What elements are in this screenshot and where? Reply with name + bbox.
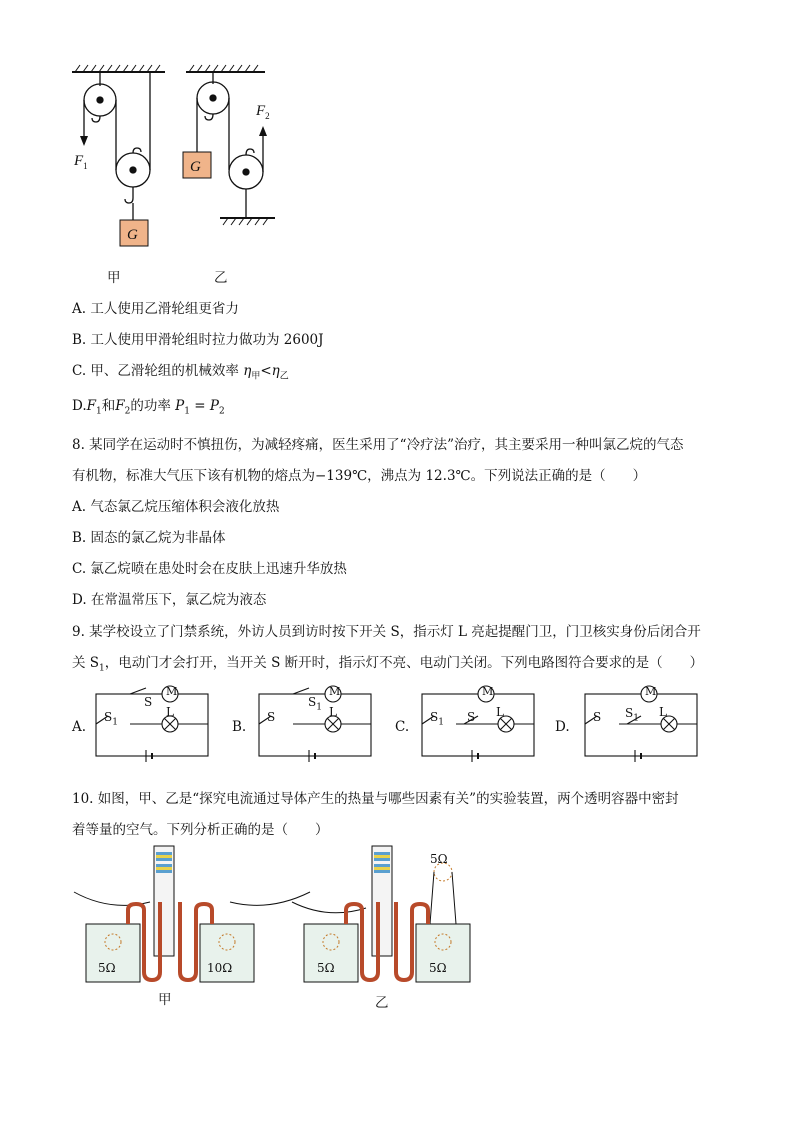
lamp-label-a: L bbox=[166, 705, 174, 719]
caption-fig-b: 乙 bbox=[375, 995, 389, 1011]
resistor-label-b-left: 5Ω bbox=[317, 961, 335, 975]
q7-option-b: B. 工人使用甲滑轮组时拉力做功为 2600J bbox=[72, 332, 324, 348]
motor-label-c: M bbox=[482, 685, 494, 698]
switch-s1-label-a: $S_1$ bbox=[104, 710, 118, 728]
q8-stem-line1: 8. 某同学在运动时不慎扭伤，为减轻疼痛，医生采用了“冷疗法”治疗，其主要采用一种叫氯乙烷的气态 bbox=[72, 437, 684, 453]
q7-option-d: $D.F_1$和$F_2$的功率 $P_1 = P_2$ bbox=[72, 398, 225, 417]
resistor-label-a-left: 5Ω bbox=[98, 961, 116, 975]
q8-option-b: B. 固态的氯乙烷为非晶体 bbox=[72, 530, 226, 546]
switch-s-label-d: S bbox=[593, 710, 602, 724]
circuit-c-label: C. bbox=[395, 719, 410, 735]
switch-s1-label-c: $S_1$ bbox=[430, 710, 444, 728]
circuit-diagrams bbox=[90, 678, 740, 770]
q7-option-c: C. 甲、乙滑轮组的机械效率 $\eta_甲<\eta_乙$ bbox=[72, 363, 289, 382]
q8-stem-line2: 有机物，标准大气压下该有机物的熔点为−139℃，沸点为 12.3℃。下列说法正确的是（ ） bbox=[72, 468, 647, 484]
motor-label-a: M bbox=[166, 685, 178, 698]
pulley-figure bbox=[60, 60, 300, 290]
caption-yi: 乙 bbox=[214, 270, 228, 286]
weight-label-a: G bbox=[127, 227, 138, 243]
q7-option-a: A. 工人使用乙滑轮组更省力 bbox=[72, 301, 239, 317]
q10-stem-line2: 着等量的空气。下列分析正确的是（ ） bbox=[72, 822, 329, 838]
switch-s-label-a: S bbox=[144, 695, 153, 709]
resistor-label-b-right: 5Ω bbox=[429, 961, 447, 975]
circuit-d-label: D. bbox=[555, 719, 570, 735]
resistor-label-a-right: 10Ω bbox=[207, 961, 233, 975]
force-f2-label: $F_2$ bbox=[256, 103, 270, 121]
force-f1-label: $F_1$ bbox=[74, 153, 88, 171]
weight-label-b: G bbox=[190, 159, 201, 175]
motor-label-b: M bbox=[329, 685, 341, 698]
resistor-label-b-top: 5Ω bbox=[430, 852, 448, 866]
q8-option-c: C. 氯乙烷喷在患处时会在皮肤上迅速升华放热 bbox=[72, 561, 347, 577]
q9-stem-line1: 9. 某学校设立了门禁系统，外访人员到访时按下开关 S，指示灯 L 亮起提醒门卫，门卫核实身份后闭合开 bbox=[72, 624, 701, 640]
lamp-label-c: L bbox=[496, 705, 504, 719]
q10-stem-line1: 10. 如图，甲、乙是“探究电流通过导体产生的热量与哪些因素有关”的实验装置，两个透明容器中密封 bbox=[72, 791, 679, 807]
q9-stem-line2: 关 $S_1$，电动门才会打开，当开关 S 断开时，指示灯不亮、电动门关闭。下列电路图符合要求的是（ ） bbox=[72, 655, 704, 674]
motor-label-d: M bbox=[645, 685, 657, 698]
circuit-b-label: B. bbox=[232, 719, 247, 735]
switch-s-label-b: S bbox=[267, 710, 276, 724]
caption-jia: 甲 bbox=[107, 270, 121, 286]
circuit-a-label: A. bbox=[72, 719, 87, 735]
lamp-label-d: L bbox=[659, 705, 667, 719]
switch-s1-label-b: $S_1$ bbox=[308, 695, 322, 713]
lamp-label-b: L bbox=[329, 705, 337, 719]
caption-fig-a: 甲 bbox=[158, 992, 172, 1008]
q8-option-a: A. 气态氯乙烷压缩体积会液化放热 bbox=[72, 499, 280, 515]
switch-s-label-c: S bbox=[467, 710, 476, 724]
switch-s1-label-d: $S_1$ bbox=[625, 706, 639, 724]
q8-option-d: D. 在常温常压下，氯乙烷为液态 bbox=[72, 592, 267, 608]
